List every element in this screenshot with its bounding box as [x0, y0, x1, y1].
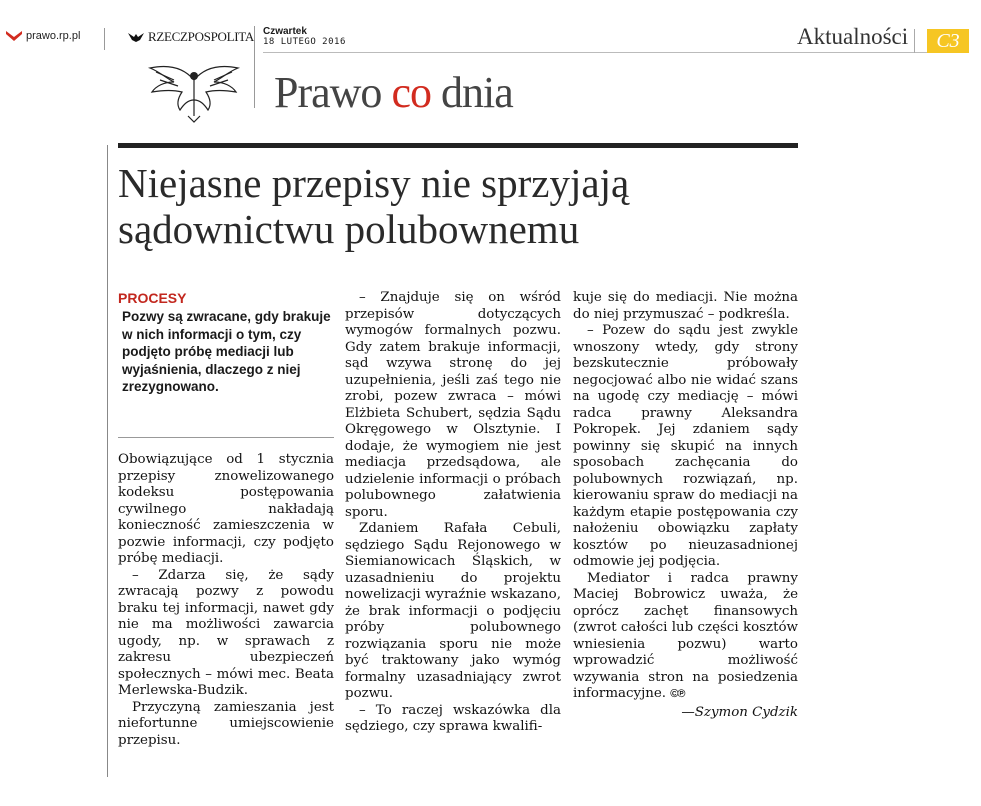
paragraph: – Pozew do sądu jest zwykle wnoszony wtedy, gdy strony bezskutecznie próbowały negocjować albo nie widać szans na ugodę czy mediację – mówi radca prawny Aleksandra Pokropek. Jej zdaniem sądy powinny się skupić na innych sposobach zachęcania do polubownych rozwiązań, np. kierowaniu spraw do mediacji na każdym etapie postępowania czy nałożeniu obowiązku zapłaty kosztów po nieuzasadnionej odmowie jej podjęcia.	[573, 323, 798, 569]
eagle-emblem-icon	[144, 60, 244, 124]
paragraph: Obowiązujące od 1 stycznia przepisy znowelizowanego kodeksu postępowania cywilnego nakładają konieczność zamieszczenia w pozwie informacji, czy podjęto próbę mediacji.	[118, 452, 334, 566]
header-divider	[104, 28, 105, 50]
lead-divider	[118, 437, 334, 438]
paragraph: Mediator i radca prawny Maciej Bobrowicz uważa, że oprócz zachęt finansowych (zwrot całości lub części kosztów wniesienia pozwu) warto wprowadzić możliwość wzywania stron na posiedzenia informacyjne. ©℗	[573, 570, 798, 701]
page-number: C3	[927, 29, 969, 53]
paragraph: – Znajduje się on wśród przepisów dotyczących wymogów formalnych pozwu. Gdy zatem brakuje informacji, sąd wzywa stronę do jej uzupełnienia, jeśli zaś tego nie zrobi, pozew zwraca – mówi Elżbieta Schubert, sędzia Sądu Okręgowego w Olsztynie. I dodaje, że wymogiem nie jest mediacja przedsądowa, ale udzielenie informacji o próbach polubownego załatwienia sporu.	[345, 290, 561, 520]
rp-logo-icon	[6, 30, 22, 42]
article-author: —Szymon Cydzik	[681, 704, 798, 720]
paragraph: kuje się do mediacji. Nie można do niej przymuszać – podkreśla.	[573, 290, 798, 322]
publication-name: RZECZPOSPOLITA	[148, 29, 254, 44]
article-headline: Niejasne przepisy nie sprzyjają sądownictwu polubownemu	[118, 160, 630, 252]
article-top-bar	[118, 143, 798, 148]
header-rule	[263, 52, 969, 53]
article-column-1	[118, 452, 334, 749]
site-name: prawo.rp.pl	[26, 30, 81, 42]
article-column-3	[573, 290, 798, 721]
paragraph: – Zdarza się, że sądy zwracają pozwy z powodu braku tej informacji, nawet gdy nie ma możliwości zawarcia ugody, np. w sprawach z zakresu ubezpieczeń społecznych – mówi mec. Beata Merlewska-Budzik.	[118, 567, 334, 698]
article-column-2	[345, 290, 561, 736]
publication-logo	[128, 29, 254, 45]
header-divider	[254, 26, 255, 108]
eagle-small-icon	[128, 31, 144, 43]
site-link[interactable]	[6, 30, 80, 42]
article-kicker: PROCESY	[118, 290, 187, 306]
issue-day: Czwartek	[263, 26, 307, 37]
paragraph: – To raczej wskazówka dla sędziego, czy sprawa kwalifi-	[345, 702, 561, 734]
left-column-rule	[107, 145, 108, 777]
masthead: Prawo co dnia	[274, 68, 513, 117]
copyright-mark: ©℗	[670, 688, 685, 700]
article-lead: Pozwy są zwracane, gdy brakuje w nich informacji o tym, czy podjęto próbę mediacji lub wyjaśnienia, dlaczego z niej zrezygnowano.	[122, 309, 331, 394]
header-divider	[914, 29, 915, 53]
paragraph: Zdaniem Rafała Cebuli, sędziego Sądu Rejonowego w Siemianowicach Śląskich, w uzasadnieniu do projektu nowelizacji wyraźnie wskazano, że brak informacji o podjęciu próby polubownego rozwiązania sporu nie może być traktowany jako wymóg formalny uzasadniający zwrot pozwu.	[345, 521, 561, 701]
issue-date: 18 LUTEGO 2016	[263, 37, 346, 47]
section-title: Aktualności	[797, 24, 909, 49]
paragraph: Przyczyną zamieszania jest niefortunne umiejscowienie przepisu.	[118, 699, 334, 748]
